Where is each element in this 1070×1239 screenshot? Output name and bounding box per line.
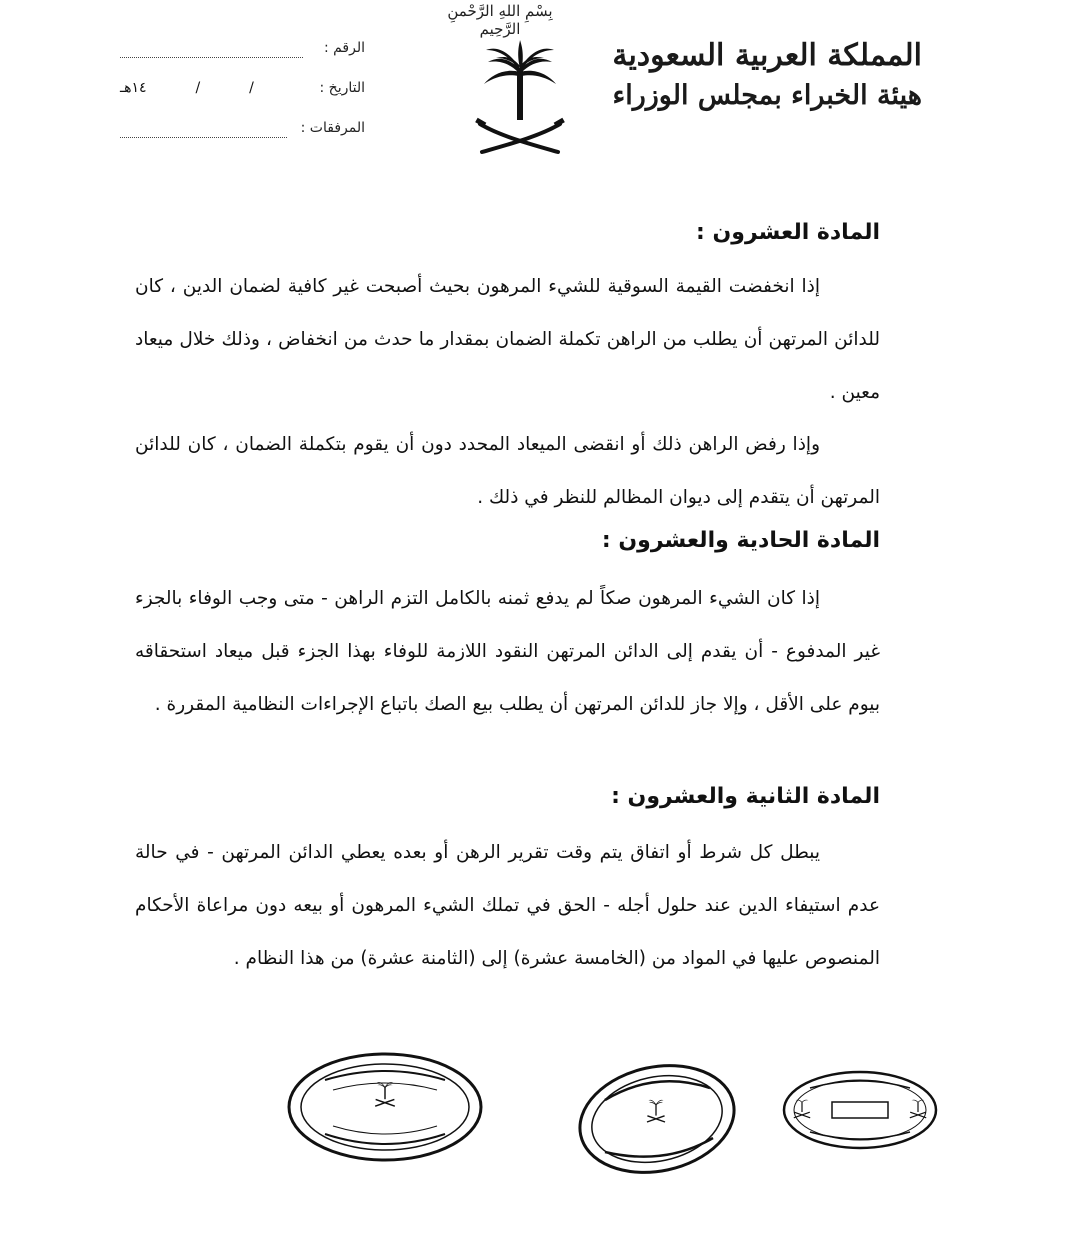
number-blank-line — [120, 57, 303, 58]
article-21-heading: المادة الحادية والعشرون : — [601, 528, 880, 553]
article-20-heading: المادة العشرون : — [696, 220, 880, 245]
article-20-paragraph-1: إذا انخفضت القيمة السوقية للشيء المرهون بحيث أصبحت غير كافية لضمان الدين ، كان للدائن المرتهن أن يطلب من الراهن تكملة الضمان بمقدار ما حدث من انخفاض ، وذلك خلال ميعاد معين . — [135, 276, 880, 403]
attachments-field — [120, 120, 365, 144]
true-copy-seal — [780, 1068, 940, 1153]
org-name-experts-commission: هيئة الخبراء بمجلس الوزراء — [612, 80, 922, 111]
article-22-heading: المادة الثانية والعشرون : — [611, 784, 880, 809]
date-year-suffix: ١٤هـ — [120, 80, 147, 96]
article-21-paragraph-1: إذا كان الشيء المرهون صكاً لم يدفع ثمنه بالكامل التزم الراهن - متى وجب الوفاء بالجزء غير المدفوع - أن يقدم إلى الدائن المرتهن النقود اللازمة للوفاء بهذا الجزء قبل ميعاد استحقاقه بيوم على الأقل ، وإلا جاز للدائن المرتهن أن يطلب بيع الصك باتباع الإجراءات النظامية المقررة . — [135, 588, 880, 715]
basmala: بِسْمِ اللهِ الرَّحْمنِ الرَّحِيم — [447, 2, 553, 38]
experts-commission-seal — [285, 1050, 485, 1165]
date-label: التاريخ : — [319, 80, 365, 96]
palm-swords-emblem-icon — [470, 40, 570, 160]
date-separator: / — [195, 80, 201, 96]
date-field — [120, 80, 365, 104]
org-name-kingdom: المملكة العربية السعودية — [612, 38, 922, 73]
attachments-blank-line — [120, 137, 287, 138]
date-blanks — [120, 80, 254, 96]
cabinet-general-administration-seal — [575, 1062, 740, 1177]
attachments-label: المرفقات : — [300, 120, 365, 136]
number-label: الرقم : — [323, 40, 365, 56]
number-field — [120, 40, 365, 64]
article-22-paragraph-1: يبطل كل شرط أو اتفاق يتم وقت تقرير الرهن أو بعده يعطي الدائن المرتهن - في حالة عدم استيفاء الدين عند حلول أجله - الحق في تملك الشيء المرهون أو بيعه دون مراعاة الأحكام المنصوص عليها في المواد من (الخامسة عشرة) إلى (الثامنة عشرة) من هذا النظام . — [135, 842, 880, 969]
article-20-paragraph-2: وإذا رفض الراهن ذلك أو انقضى الميعاد المحدد دون أن يقوم بتكملة الضمان ، كان للدائن المرتهن أن يتقدم إلى ديوان المظالم للنظر في ذلك . — [135, 434, 880, 508]
date-separator: / — [249, 80, 254, 96]
